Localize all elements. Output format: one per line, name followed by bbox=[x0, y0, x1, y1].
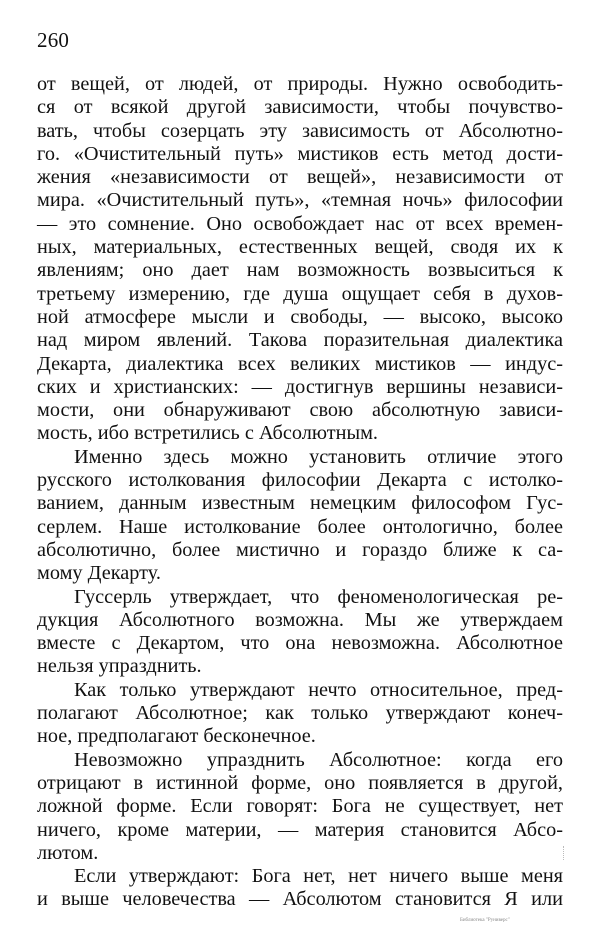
text-line: мость, ибо встретились с Абсолютным. bbox=[37, 422, 378, 445]
text-line: русского истолкования философии Декарта с истолко- bbox=[37, 469, 563, 492]
text-line: Гуссерль утверждает, что феноменологическая ре- bbox=[74, 585, 563, 608]
watermark: Библиотека "Руниверс" bbox=[460, 918, 510, 923]
text-line: ских и христианских: — достигнув вершины независи- bbox=[37, 375, 563, 398]
paragraph bbox=[37, 865, 563, 912]
text-line: дукция Абсолютного возможна. Мы же утверждаем bbox=[37, 608, 563, 631]
text-line: ванием, данным известным немецким философом Гус- bbox=[37, 492, 563, 515]
text-line: ся от всякой другой зависимости, чтобы почувство- bbox=[37, 96, 563, 119]
paragraph bbox=[37, 586, 563, 679]
text-line: третьему измерению, где душа ощущает себя в духов- bbox=[37, 282, 563, 305]
text-line: отрицают в истинной форме, оно появляется в другой, bbox=[37, 771, 563, 794]
text-line: Невозможно упразднить Абсолютное: когда его bbox=[74, 748, 563, 771]
body-text bbox=[37, 73, 563, 912]
text-line: го. «Очистительный путь» мистиков есть метод дости- bbox=[37, 142, 563, 165]
page-number: 260 bbox=[37, 28, 70, 52]
text-line: над миром явлений. Такова поразительная диалектика bbox=[37, 329, 563, 352]
text-line: абсолютично, более мистично и гораздо ближе к са- bbox=[37, 538, 563, 561]
text-line: Если утверждают: Бога нет, нет ничего выше меня bbox=[74, 865, 563, 888]
text-line: ной атмосфере мысли и свободы, — высоко, высоко bbox=[37, 305, 563, 328]
paragraph bbox=[37, 749, 563, 865]
text-line: мира. «Очистительный путь», «темная ночь» философии bbox=[37, 189, 563, 212]
text-line: — это сомнение. Оно освобождает нас от всех времен- bbox=[37, 212, 563, 235]
text-line: серлем. Наше истолкование более онтологично, более bbox=[37, 515, 563, 538]
text-line: вать, чтобы созерцать эту зависимость от Абсолютно- bbox=[37, 119, 563, 142]
text-line: полагают Абсолютное; как только утверждают конеч- bbox=[37, 702, 563, 725]
text-line: и выше человечества — Абсолютом становится Я или bbox=[37, 888, 563, 911]
text-line: Как только утверждают нечто относительное, пред- bbox=[74, 678, 563, 701]
text-line: ничего, кроме материи, — материя становится Абсо- bbox=[37, 818, 563, 841]
text-line: Декарта, диалектика всех великих мистиков — индус- bbox=[37, 352, 563, 375]
paragraph bbox=[37, 73, 563, 446]
text-line: жения «независимости от вещей», независимости от bbox=[37, 166, 563, 189]
text-line: ных, материальных, естественных вещей, сводя их к bbox=[37, 236, 563, 259]
text-line: ное, предполагают бесконечное. bbox=[37, 725, 316, 748]
text-line: мости, они обнаруживают свою абсолютную зависи- bbox=[37, 399, 563, 422]
paragraph bbox=[37, 446, 563, 586]
text-line: мому Декарту. bbox=[37, 562, 161, 585]
text-line: Именно здесь можно установить отличие этого bbox=[74, 445, 563, 468]
text-line: вместе с Декартом, что она невозможна. Абсолютное bbox=[37, 632, 563, 655]
text-line: нельзя упразднить. bbox=[37, 655, 202, 678]
text-line: лютом. bbox=[37, 841, 99, 864]
text-line: ложной форме. Если говорят: Бога не существует, нет bbox=[37, 795, 563, 818]
paragraph bbox=[37, 679, 563, 749]
text-line: явлениям; оно дает нам возможность возвыситься к bbox=[37, 259, 563, 282]
text-line: от вещей, от людей, от природы. Нужно освободить- bbox=[37, 73, 563, 95]
edge-mark bbox=[563, 846, 565, 860]
